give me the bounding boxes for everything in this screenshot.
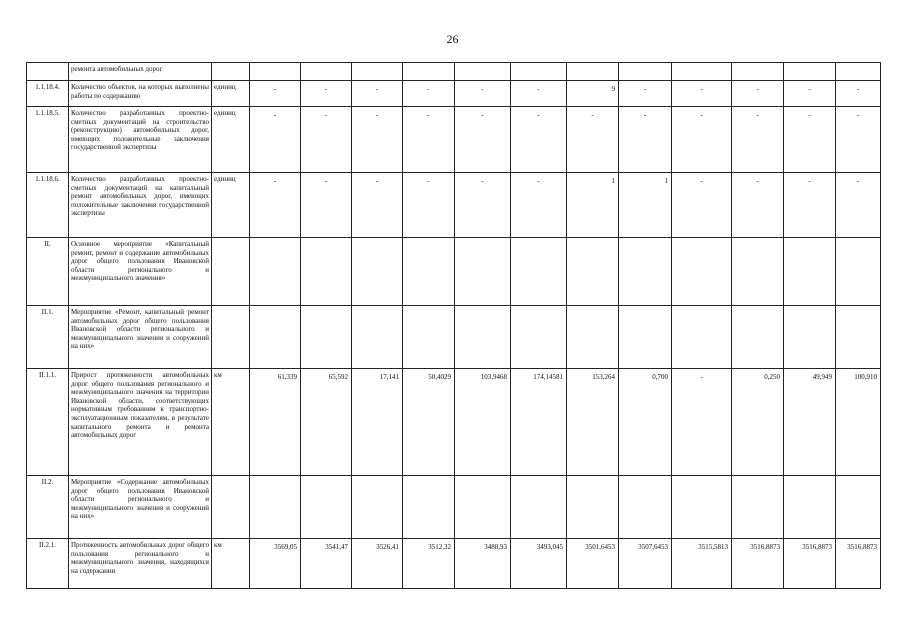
value-cell: 17,141 [352,369,403,476]
value-cell [567,238,619,306]
unit-cell [212,63,250,81]
table-row [27,369,881,476]
value-cell: - [250,173,301,238]
value-cell: 103,9468 [455,369,511,476]
value-cell: - [352,81,403,107]
description-cell: Основное мероприятие «Капитальный ремонт, ремонт и содержание автомобильных дорог общего пользования Ивановской области регионального и межмуниципального значения» [69,238,212,306]
value-cell: - [511,173,567,238]
value-cell [250,306,301,369]
value-cell: - [836,81,881,107]
value-cell [352,238,403,306]
value-cell: 61,339 [250,369,301,476]
value-cell [784,306,836,369]
value-cell: 3516,8873 [732,539,784,589]
value-cell: - [250,107,301,173]
unit-cell: км [212,539,250,589]
value-cell: - [619,107,672,173]
value-cell [511,238,567,306]
value-cell [672,476,732,539]
value-cell [836,306,881,369]
row-number-cell [27,63,69,81]
value-cell [301,306,352,369]
description-cell: Количество разработанных проектно-сметных документаций на строительство (реконструкцию) автомобильных дорог, имеющих положительные заключения государственной экспертизы [69,107,212,173]
value-cell: 174,14581 [511,369,567,476]
value-cell: 3515,5813 [672,539,732,589]
value-cell: 100,910 [836,369,881,476]
value-cell [250,476,301,539]
value-cell [301,63,352,81]
value-cell [619,238,672,306]
value-cell [403,306,455,369]
value-cell [567,306,619,369]
value-cell: 3526,41 [352,539,403,589]
unit-cell [212,306,250,369]
description-cell: Количество разработанных проектно-сметных документаций на капитальный ремонт автомобильных дорог, имеющих положительные заключения государственной экспертизы [69,173,212,238]
value-cell: - [784,107,836,173]
value-cell: 0,700 [619,369,672,476]
unit-cell [212,476,250,539]
table-row [27,476,881,539]
value-cell [511,63,567,81]
value-cell [352,476,403,539]
value-cell [732,476,784,539]
value-cell: - [301,107,352,173]
value-cell [732,238,784,306]
value-cell [352,306,403,369]
value-cell [836,63,881,81]
value-cell [672,238,732,306]
value-cell: 3512,32 [403,539,455,589]
value-cell: - [455,81,511,107]
description-cell: Мероприятие «Содержание автомобильных дорог общего пользования Ивановской области регионального и межмуниципального значения и сооружений на них» [69,476,212,539]
value-cell: - [836,173,881,238]
value-cell: - [455,107,511,173]
unit-cell: км [212,369,250,476]
value-cell: - [732,81,784,107]
value-cell [511,306,567,369]
value-cell [455,476,511,539]
value-cell [455,63,511,81]
value-cell [619,476,672,539]
row-number-cell: 1.1.18.4. [27,81,69,107]
value-cell [784,476,836,539]
value-cell: - [352,107,403,173]
row-number-cell: II.2.1. [27,539,69,589]
value-cell: - [672,81,732,107]
page-number: 26 [446,32,459,46]
value-cell: 65,592 [301,369,352,476]
unit-cell [212,238,250,306]
table-row [27,173,881,238]
value-cell: - [672,107,732,173]
table-row [27,539,881,589]
value-cell: 3501,6453 [567,539,619,589]
value-cell: - [836,107,881,173]
value-cell: 3488,93 [455,539,511,589]
value-cell: - [455,173,511,238]
value-cell: - [567,107,619,173]
value-cell [250,238,301,306]
value-cell [732,63,784,81]
value-cell [567,63,619,81]
value-cell: 3507,6453 [619,539,672,589]
value-cell: 3569,05 [250,539,301,589]
unit-cell: единиц [212,173,250,238]
value-cell: 153,264 [567,369,619,476]
value-cell [301,238,352,306]
row-number-cell: II.2. [27,476,69,539]
table-row [27,107,881,173]
value-cell: 3516,8873 [836,539,881,589]
value-cell: 49,949 [784,369,836,476]
value-cell: - [732,173,784,238]
value-cell: - [732,107,784,173]
table-row [27,81,881,107]
value-cell [250,63,301,81]
table-row [27,238,881,306]
value-cell: - [672,173,732,238]
value-cell: 9 [567,81,619,107]
value-cell [672,63,732,81]
unit-cell: единиц [212,81,250,107]
value-cell: 3516,8873 [784,539,836,589]
value-cell: - [511,81,567,107]
value-cell [784,63,836,81]
value-cell [455,306,511,369]
value-cell: - [301,173,352,238]
value-cell [403,238,455,306]
value-cell [567,476,619,539]
unit-cell: единиц [212,107,250,173]
value-cell: - [352,173,403,238]
row-number-cell: 1.1.18.5. [27,107,69,173]
value-cell [301,476,352,539]
value-cell: 3493,045 [511,539,567,589]
value-cell: - [784,81,836,107]
value-cell [619,306,672,369]
value-cell: 0,250 [732,369,784,476]
description-cell: Протяженность автомобильных дорог общего пользования регионального и межмуниципального значения, находящихся на содержании [69,539,212,589]
description-cell: ремонта автомобильных дорог [69,63,212,81]
value-cell [732,306,784,369]
value-cell: - [301,81,352,107]
table-row [27,306,881,369]
row-number-cell: II.1. [27,306,69,369]
row-number-cell: II.1.1. [27,369,69,476]
value-cell: 1 [619,173,672,238]
value-cell: - [672,369,732,476]
value-cell: - [403,173,455,238]
value-cell: 50,4029 [403,369,455,476]
value-cell: - [250,81,301,107]
description-cell: Мероприятие «Ремонт, капитальный ремонт автомобильных дорог общего пользования Ивановской области регионального и межмуниципального значения и сооружений на них» [69,306,212,369]
value-cell [784,238,836,306]
value-cell [836,476,881,539]
value-cell [511,476,567,539]
value-cell [352,63,403,81]
value-cell: - [784,173,836,238]
value-cell [836,238,881,306]
table-row [27,63,881,81]
description-cell: Количество объектов, на которых выполнены работы по содержанию [69,81,212,107]
value-cell [403,63,455,81]
value-cell: - [403,81,455,107]
value-cell [455,238,511,306]
description-cell: Прирост протяженности автомобильных дорог общего пользования регионального и межмуниципального значения на территории Ивановской области, соответствующих нормативным требованиям к транспортно-эксплуатационным показателям, в результате капитального ремонта и ремонта автомобильных дорог [69,369,212,476]
value-cell [403,476,455,539]
value-cell: - [511,107,567,173]
row-number-cell: 1.1.18.6. [27,173,69,238]
indicators-table [26,62,881,589]
value-cell: 1 [567,173,619,238]
row-number-cell: II. [27,238,69,306]
value-cell [672,306,732,369]
value-cell [619,63,672,81]
value-cell: - [403,107,455,173]
value-cell: - [619,81,672,107]
value-cell: 3541,47 [301,539,352,589]
